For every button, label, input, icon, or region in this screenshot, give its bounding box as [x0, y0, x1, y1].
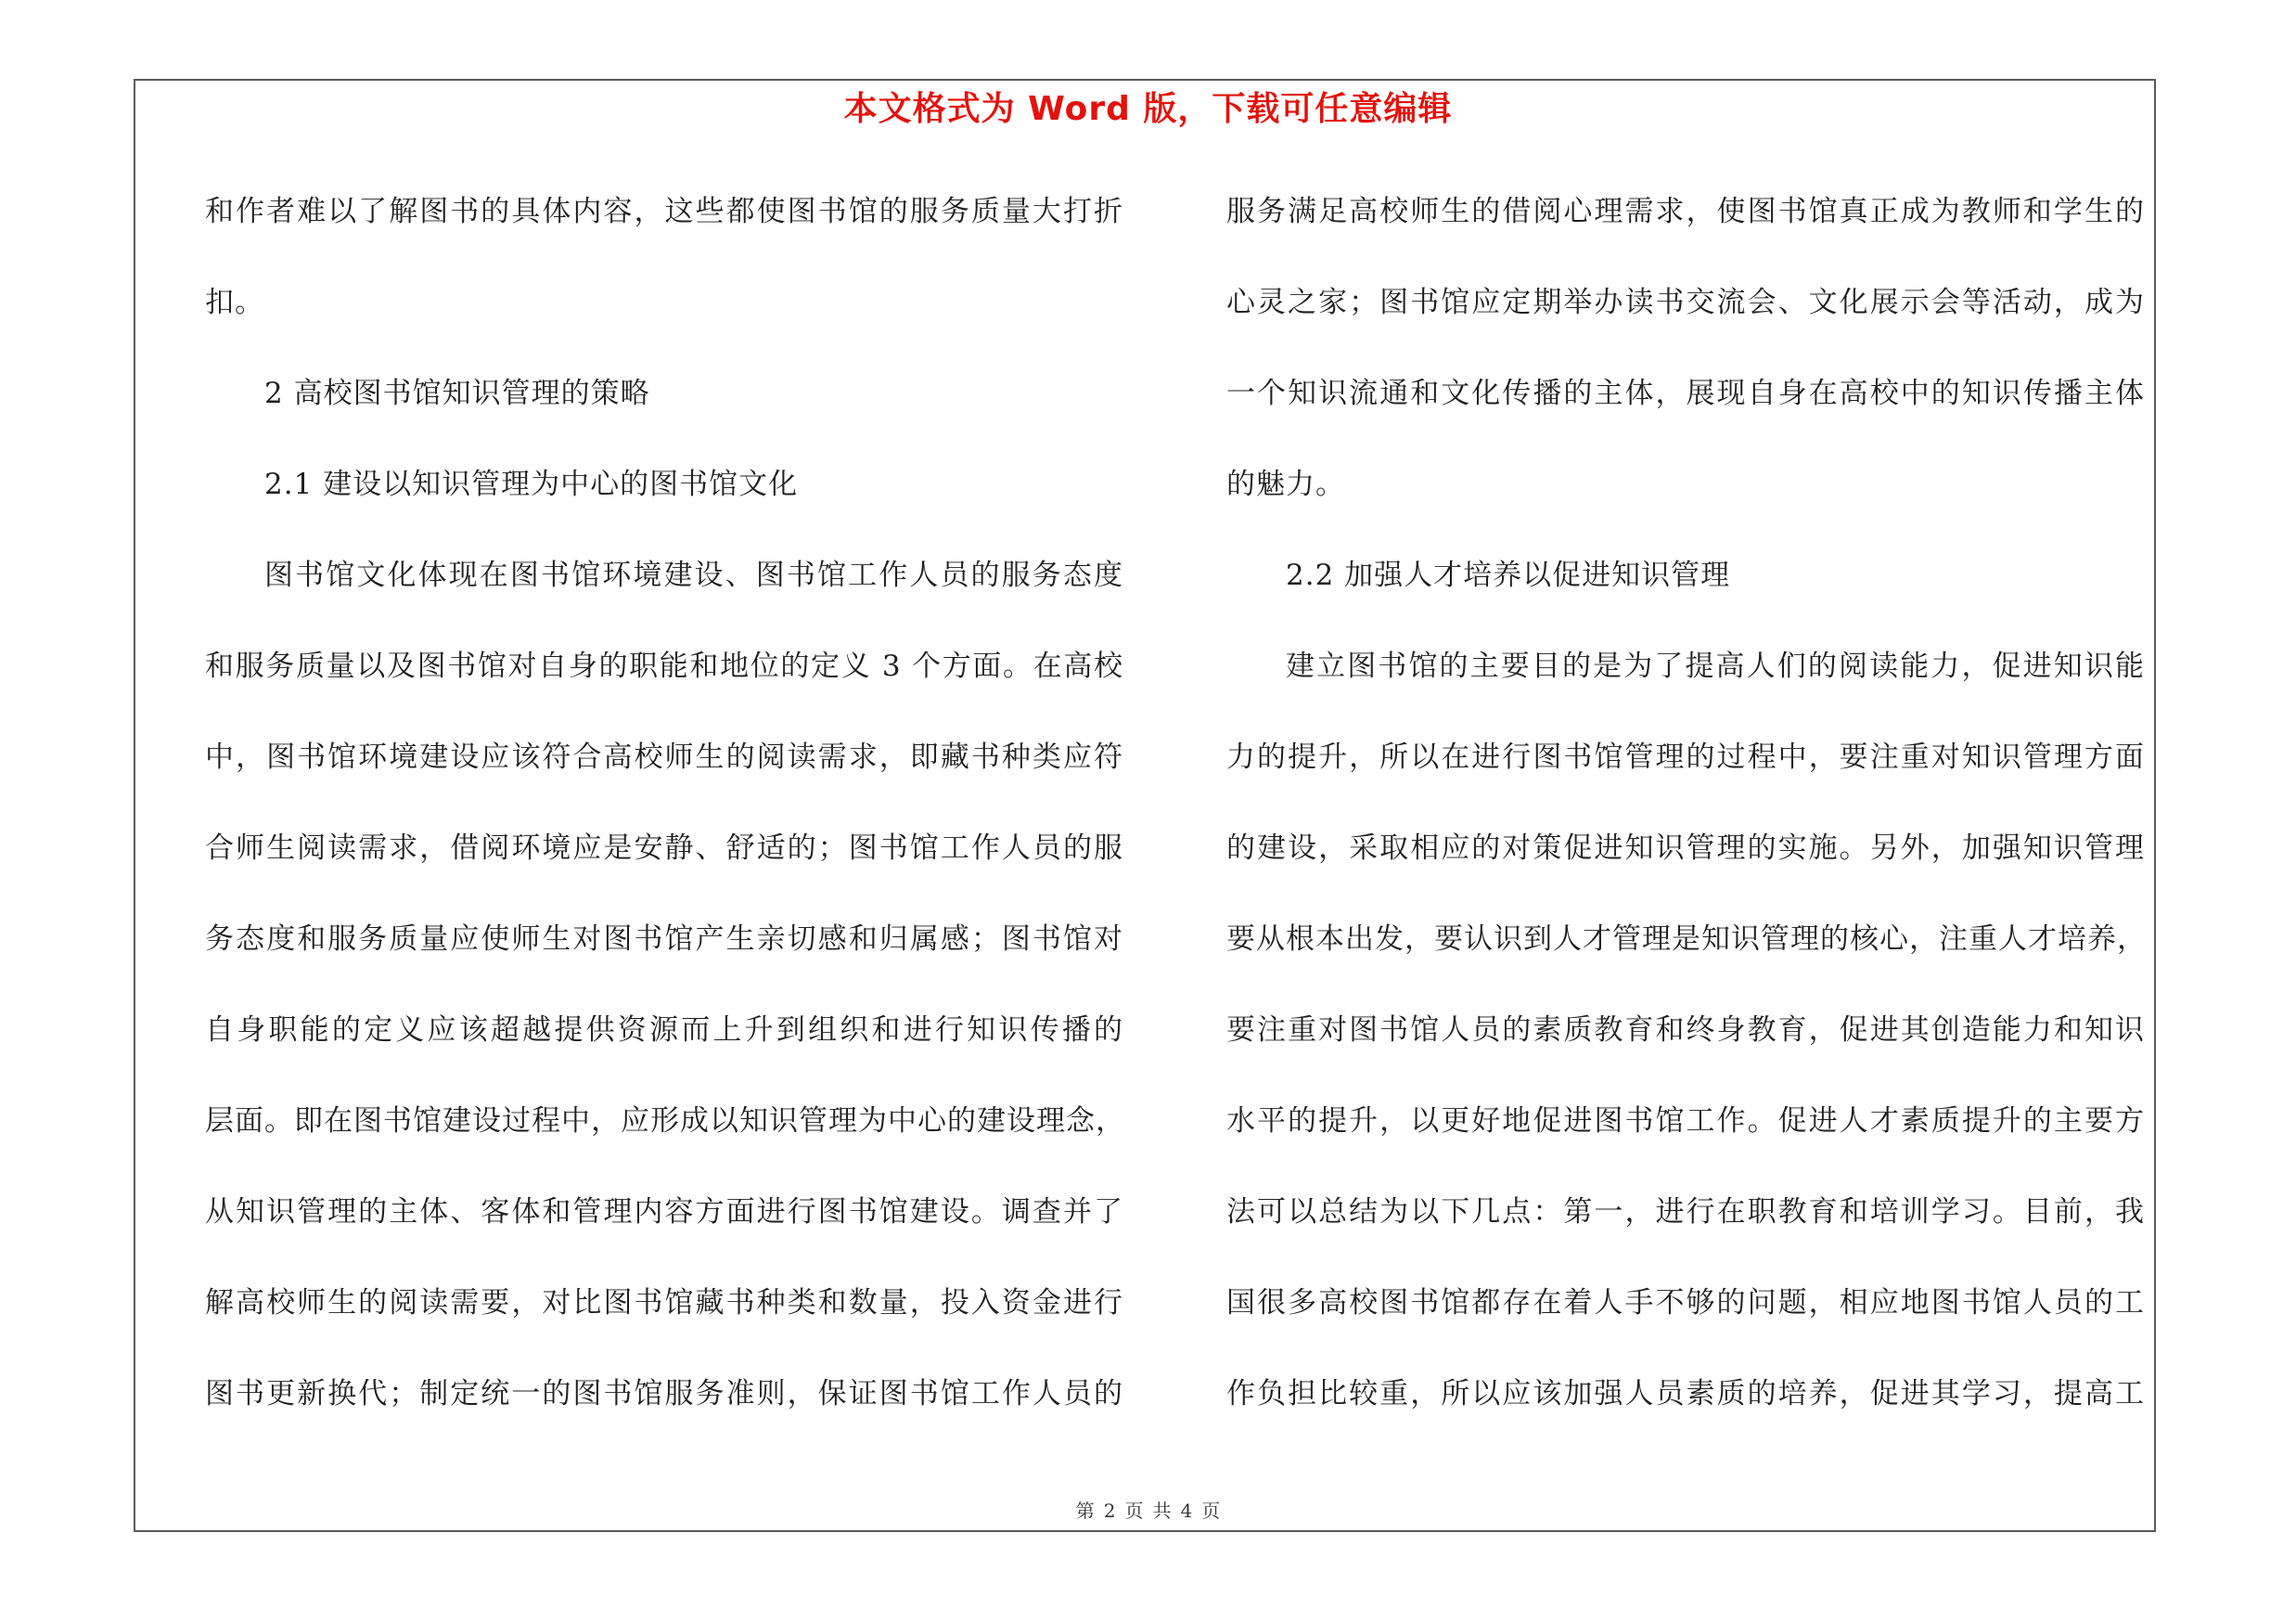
- text-line: 解高校师生的阅读需要，对比图书馆藏书种类和数量，投入资金进行: [205, 1286, 1123, 1320]
- text-line: 层面。即在图书馆建设过程中，应形成以知识管理为中心的建设理念，: [205, 1104, 1125, 1138]
- page-footer: [0, 1498, 2296, 1524]
- text-line: 国很多高校图书馆都存在着人手不够的问题，相应地图书馆人员的工: [1226, 1286, 2145, 1320]
- text-line: 的魅力。: [1226, 468, 1345, 501]
- subsection-heading: 2.2 加强人才培养以促进知识管理: [1286, 559, 1731, 592]
- text-line: 合师生阅读需求，借阅环境应是安静、舒适的；图书馆工作人员的服: [205, 831, 1123, 865]
- footer-suffix: 页: [1201, 1500, 1221, 1522]
- right-column: [1226, 174, 2145, 1447]
- format-banner: 本文格式为 Word 版，下载可任意编辑: [843, 90, 1453, 128]
- footer-total-prefix: 共: [1152, 1500, 1172, 1522]
- text-line: 法可以总结为以下几点：第一，进行在职教育和培训学习。目前，我: [1226, 1195, 2145, 1229]
- text-line: 从知识管理的主体、客体和管理内容方面进行图书馆建设。调查并了: [205, 1195, 1123, 1229]
- text-line: 图书更新换代；制定统一的图书馆服务准则，保证图书馆工作人员的: [205, 1377, 1123, 1410]
- text-line: 中，图书馆环境建设应该符合高校师生的阅读需求，即藏书种类应符: [205, 741, 1123, 774]
- text-line: 一个知识流通和文化传播的主体，展现自身在高校中的知识传播主体: [1226, 377, 2145, 410]
- section-heading: 2 高校图书馆知识管理的策略: [264, 377, 650, 410]
- text-line: 自身职能的定义应该超越提供资源而上升到组织和进行知识传播的: [205, 1013, 1123, 1047]
- text-line: 服务满足高校师生的借阅心理需求，使图书馆真正成为教师和学生的: [1226, 195, 2145, 228]
- text-line: 务态度和服务质量应使师生对图书馆产生亲切感和归属感；图书馆对: [205, 922, 1123, 956]
- subsection-heading: 2.1 建设以知识管理为中心的图书馆文化: [264, 468, 799, 501]
- text-line: 心灵之家；图书馆应定期举办读书交流会、文化展示会等活动，成为: [1226, 286, 2145, 319]
- text-line: 力的提升，所以在进行图书馆管理的过程中，要注重对知识管理方面: [1226, 741, 2145, 774]
- footer-prefix: 第: [1075, 1500, 1095, 1522]
- text-line: 要注重对图书馆人员的素质教育和终身教育，促进其创造能力和知识: [1226, 1013, 2145, 1047]
- text-line: 和作者难以了解图书的具体内容，这些都使图书馆的服务质量大打折: [205, 195, 1123, 228]
- text-line: 和服务质量以及图书馆对自身的职能和地位的定义 3 个方面。在高校: [205, 650, 1123, 683]
- text-line: 扣。: [205, 286, 264, 319]
- total-pages-number: 4: [1180, 1500, 1193, 1522]
- text-line: 建立图书馆的主要目的是为了提高人们的阅读能力，促进知识能: [1286, 650, 2145, 683]
- text-line: 的建设，采取相应的对策促进知识管理的实施。另外，加强知识管理: [1226, 831, 2145, 865]
- footer-page-word: 页: [1124, 1500, 1144, 1522]
- left-column: [205, 174, 1123, 1447]
- text-line: 图书馆文化体现在图书馆环境建设、图书馆工作人员的服务态度: [264, 559, 1123, 592]
- text-line: 作负担比较重，所以应该加强人员素质的培养，促进其学习，提高工: [1226, 1377, 2145, 1410]
- current-page-number: 2: [1103, 1500, 1116, 1522]
- text-line: 水平的提升，以更好地促进图书馆工作。促进人才素质提升的主要方: [1226, 1104, 2145, 1138]
- text-line: 要从根本出发，要认识到人才管理是知识管理的核心，注重人才培养，: [1226, 922, 2147, 956]
